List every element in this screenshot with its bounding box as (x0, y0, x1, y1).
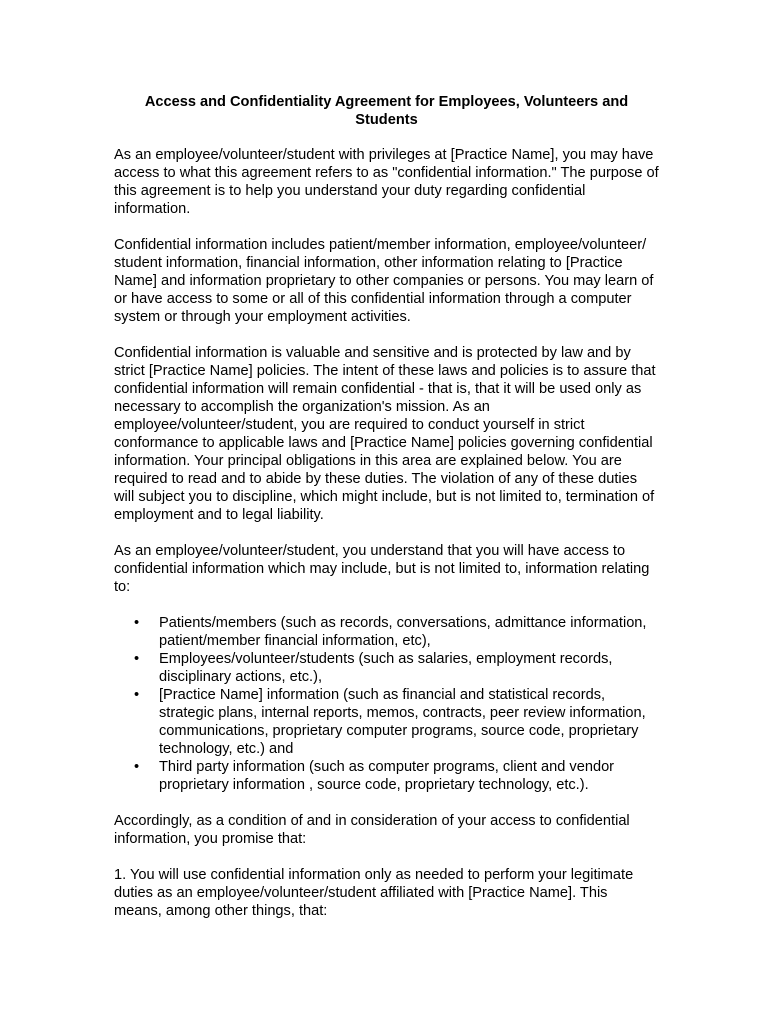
bullet-icon: • (134, 651, 140, 667)
document-title: Access and Confidentiality Agreement for Employees, Volunteers and Students (144, 94, 629, 128)
list-item-text: [Practice Name] information (such as financial and statistical records, strategic plans, internal reports, memos, contracts, peer review information, communications, proprietary computer programs, source code, proprietary technology, etc.) and (159, 687, 646, 757)
paragraph-obligations: Confidential information is valuable and sensitive and is protected by law and by strict [Practice Name] policies. The intent of these laws and policies is to assure that confidential information will remain confidential - that is, that it will be used only as necessary to accomplish the organization's mission. As an employee/volunteer/student, you are required to conduct yourself in strict conformance to applicable laws and [Practice Name] policies governing confidential information. Your principal obligations in this area are explained below. You are required to read and to abide by these duties. The violation of any of these duties will subject you to discipline, which might include, but is not limited to, termination of employment and to legal liability. (114, 345, 656, 523)
paragraph-intro: As an employee/volunteer/student with privileges at [Practice Name], you may have access to what this agreement refers to as "confidential information." The purpose of this agreement is to help you understand your duty regarding confidential information. (114, 147, 659, 217)
list-item (134, 686, 659, 758)
paragraph-access-scope: As an employee/volunteer/student, you understand that you will have access to confidential information which may include, but is not limited to, information relating to: (114, 543, 650, 595)
list-item-text: Patients/members (such as records, conversations, admittance information, patient/member financial information, etc), (159, 615, 647, 649)
bullet-icon: • (134, 615, 140, 631)
list-item (134, 650, 659, 686)
bullet-icon: • (134, 759, 140, 775)
list-item-text: Third party information (such as computer programs, client and vendor proprietary information , source code, proprietary technology, etc.). (159, 759, 615, 793)
paragraph-definition: Confidential information includes patient/member information, employee/volunteer/ student information, financial information, other information relating to [Practice Name] and information proprietary to other companies or persons. You may learn of or have access to some or all of this confidential information through a computer system or through your employment activities. (114, 237, 654, 325)
list-item-text: Employees/volunteer/students (such as salaries, employment records, disciplinary actions, etc.), (159, 651, 613, 685)
document-page (114, 93, 659, 938)
bullet-icon: • (134, 687, 140, 703)
paragraph-promise-1: 1. You will use confidential information only as needed to perform your legitimate duties as an employee/volunteer/student affiliated with [Practice Name]. This means, among other things, that: (114, 867, 634, 919)
list-item (134, 614, 659, 650)
information-categories-list (114, 614, 659, 794)
list-item (134, 758, 659, 794)
paragraph-condition: Accordingly, as a condition of and in consideration of your access to confidential information, you promise that: (114, 813, 630, 847)
